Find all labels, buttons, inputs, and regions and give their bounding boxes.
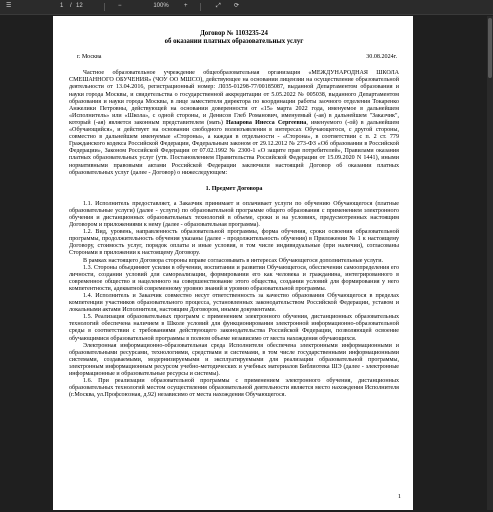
toolbar-divider [104, 3, 105, 11]
document-content [69, 30, 399, 399]
page-current[interactable]: 1 [60, 3, 64, 9]
toolbar-divider [200, 3, 201, 11]
zoom-out-icon[interactable]: − [118, 3, 122, 9]
clause-1-2-extra: В рамках настоящего Договора стороны вправе согласовывать в интересах Обучающегося дополнительные услуги. [83, 257, 384, 264]
clause-1-5-extra: Электронная информационно-образовательная среда Исполнителя обеспечена электронными информационными и образовательными ресурсами, технологиями, средствами и системами, в том числе государственными информационными системами, создаваемыми, модернизируемыми и эксплуатируемыми для реализации образовательной программы, электронным информационным ресурсом учебно-методических и учебных материалов Библиотека ШЭ (далее - электронные информационные и образовательные ресурсы и системы). [69, 342, 399, 378]
place-date-row [69, 54, 399, 61]
contract-date: 30.08.2024г. [366, 54, 397, 61]
contract-subtitle: об оказании платных образовательных услуг [164, 37, 304, 45]
section-heading: 1. Предмет Договора [205, 185, 263, 192]
clause-1-6: 1.6. При реализации образовательной программы с применением электронного обучения, дистанционных образовательных технологий местом осуществления образовательной деятельности является место нахождения Исполнителя (г.Москва, ул.Профсоюзная, д.92) независимо от места нахождения Обучающегося. [69, 378, 399, 399]
clause-1-4: 1.4. Исполнитель и Заказчик совместно несут ответственность за качество образования Обучающегося в пределах компетенции участников образовательного процесса, установленных законодательством Российской Федерации, уставом и локальными актами Исполнителя, настоящим Договором, иными документами. [69, 293, 399, 314]
zoom-in-icon[interactable]: + [184, 3, 188, 9]
page-number: 1 [397, 493, 401, 500]
contract-title: Договор № 1103235-24 [200, 30, 268, 37]
scrollbar-thumb[interactable] [488, 18, 492, 78]
vertical-scrollbar[interactable] [487, 16, 493, 510]
clause-1-3: 1.3. Стороны объединяют усилия в обучении, воспитании и развитии Обучающегося, обеспечении самоопределения его личности, создании условий для самореализации, формировании его как человека и гражданина, интегрированного в современное общество и нацеленного на совершенствование этого общества, создании условий для формирования у него компетентности, адекватной современному уровню знаний и уровню образовательной программы. [69, 264, 399, 292]
zoom-level[interactable]: 100% [153, 3, 169, 9]
contract-city: г. Москва [77, 54, 102, 61]
page-total-separator: / [70, 3, 72, 9]
menu-icon[interactable]: ☰ [6, 3, 12, 9]
fit-page-icon[interactable]: ⤢ [216, 3, 221, 9]
intro-paragraph: Частное образовательное учреждение общеобразовательная организация «МЕЖДУНАРОДНАЯ ШКОЛА СМЕШАННОГО ОБУЧЕНИЯ» (ЧОУ ОО МШСО), действующее на основании лицензии на осуществление образовательной деятельности от 13.04.2016, регистрационный номер: Л035-01298-77/00185087, выданной Департаментом образования и науки города Москвы, и свидетельства о государственной аккредитации от 5.05.2022 № 005038, выданного Департаментом образования и науки города Москвы, в лице заместителя директора по координации работы заочного отделения Токаренко Анжелики Петровны, действующей на основании доверенности от «15» марта 2022 года, именуемое в дальнейшем «Исполнитель» или «Школа», с одной стороны, и Денисов Глеб Романович, именуемый (-ая) в дальнейшем "Заказчик", который (-ая) является законным представителем (мать) Назарова Инесса Сергеевна, именуемого (-ой) в дальнейшем «Обучающийся», и действует на основании свободного волеизъявления в интересах Обучающегося, с другой стороны, совместно в дальнейшем именуемые «Стороны», а каждая в отдельности - «Сторона», в соответствии с п. 2 ст. 779 Гражданского кодекса Российской Федерации, Федеральным законом от 29.12.2012 № 273-ФЗ «Об образовании в Российской Федерации», Законом Российской Федерации от 07.02.1992 № 2300-1 «О защите прав потребителей», Правилами оказания платных образовательных услуг (утв. Постановлением Правительства Российской Федерации от 15.09.2020 N 1441), иными нормативными правовыми актами Российской Федерации заключили настоящий Договор об оказании платных образовательных услуг (далее - Договор) о нижеследующем: [69, 70, 400, 176]
clause-1-2: 1.2. Вид, уровень, направленность образовательной программы, форма обучения, сроки освоения образовательной программы, продолжительность обучения указаны (далее - продолжительность обучения) в Приложении № 1 к настоящему Договору, стоимость услуг, порядок оплаты и иные условия, в том числе индивидуальные (при наличии), согласованы Сторонами в приложении к настоящему Договору. [69, 229, 399, 257]
clause-1-1: 1.1. Исполнитель предоставляет, а Заказчик принимает и оплачивает услуги по обучению Обучающегося (платные образовательные услуги) (далее - услуги) по образовательной программе общего образования с применением электронного обучения и дистанционных образовательных технологий в объеме, сроки и на условиях, предусмотренных настоящим Договором и приложениями к нему (далее - образовательная программа). [69, 200, 399, 229]
clause-1-5: 1.5. Реализация образовательных программ с применением электронного обучения, дистанционных образовательных технологий обеспечена наличием в Школе условий для функционирования электронной информационно-образовательной среды в соответствии с требованиями действующего законодательства Российской Федерации, позволяющей освоение обучающимися образовательной программы в полном объеме независимо от места нахождения обучающихся. [69, 314, 399, 342]
student-name: Назарова Инесса Сергеевна [226, 119, 307, 126]
pdf-toolbar [0, 0, 493, 15]
rotate-icon[interactable]: ⟳ [234, 3, 240, 9]
page-total: 12 [76, 3, 83, 9]
document-page [53, 16, 413, 510]
